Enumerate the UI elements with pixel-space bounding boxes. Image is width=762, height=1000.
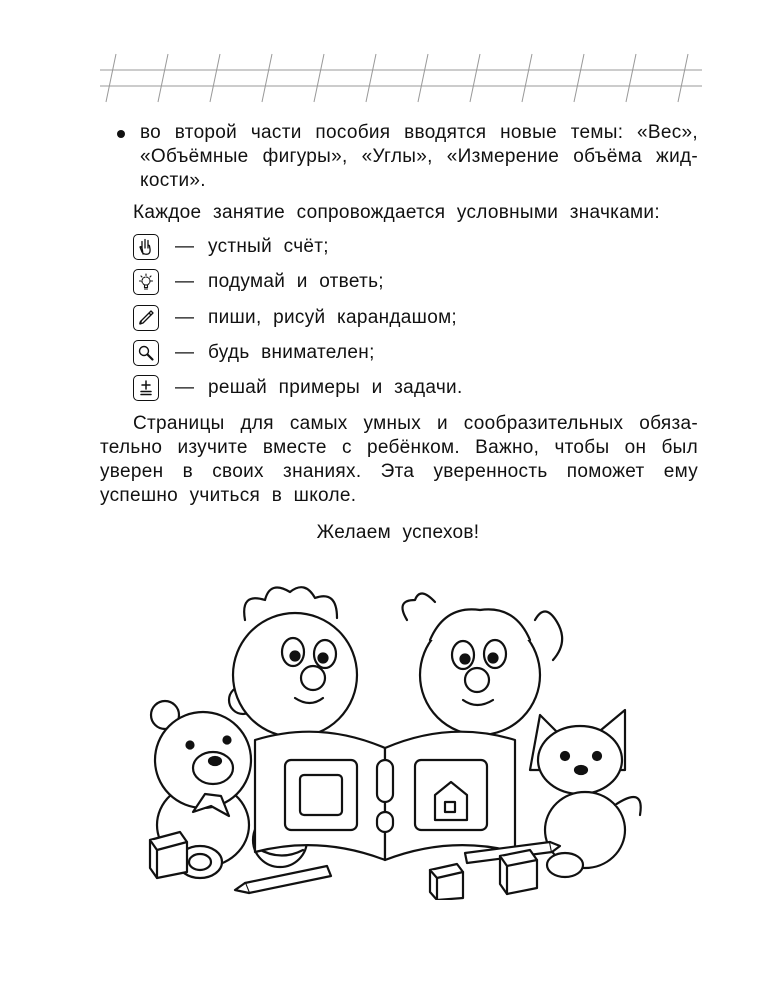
book — [255, 732, 515, 860]
symbol-label-counting: устный счёт; — [208, 236, 329, 257]
hand-counting-icon — [133, 234, 159, 260]
symbol-row-attention — [133, 339, 375, 367]
bullet-point — [117, 130, 125, 138]
symbol-label-attention: будь внимателен; — [208, 342, 375, 363]
handwriting-ruling — [100, 52, 702, 104]
closing-line-2: тельно изучите вместе с ребёнком. Важно, чтобы он был — [100, 437, 698, 458]
closing-line-1: Страницы для самых умных и сообразительных обяза- — [133, 413, 698, 434]
symbols-intro: Каждое занятие сопровождается условными значками: — [133, 202, 660, 223]
girl — [403, 593, 563, 735]
wish-text: Желаем успехов! — [316, 522, 480, 543]
closing-line-4: успешно учиться в школе. — [100, 485, 357, 506]
symbol-dash: — — [175, 271, 194, 292]
symbol-dash: — — [175, 377, 194, 398]
symbol-row-counting — [133, 233, 329, 261]
symbol-label-think: подумай и ответь; — [208, 271, 384, 292]
symbol-label-pencil: пиши, рисуй карандашом; — [208, 307, 458, 328]
children-reading-illustration — [145, 580, 645, 900]
block-left — [150, 832, 187, 878]
pencil-icon — [133, 305, 159, 331]
intro-line-3: кости». — [140, 170, 206, 191]
block-right — [500, 850, 537, 894]
intro-line-1: во второй части пособия вводятся новые темы: «Вес», — [140, 122, 698, 143]
closing-line-3: уверен в своих знаниях. Эта уверенность поможет ему — [100, 461, 698, 482]
magnifier-icon — [133, 340, 159, 366]
symbol-dash: — — [175, 236, 194, 257]
symbol-dash: — — [175, 307, 194, 328]
symbol-row-pencil — [133, 304, 457, 332]
boy — [233, 587, 357, 737]
symbol-label-math: решай примеры и задачи. — [208, 377, 463, 398]
plus-minus-icon — [133, 375, 159, 401]
symbol-row-math — [133, 374, 463, 402]
intro-line-2: «Объёмные фигуры», «Углы», «Измерение объёма жид- — [140, 146, 698, 167]
block-center — [430, 864, 463, 900]
symbol-row-think — [133, 268, 384, 296]
crayon-left — [235, 866, 331, 893]
symbol-dash: — — [175, 342, 194, 363]
lightbulb-icon — [133, 269, 159, 295]
